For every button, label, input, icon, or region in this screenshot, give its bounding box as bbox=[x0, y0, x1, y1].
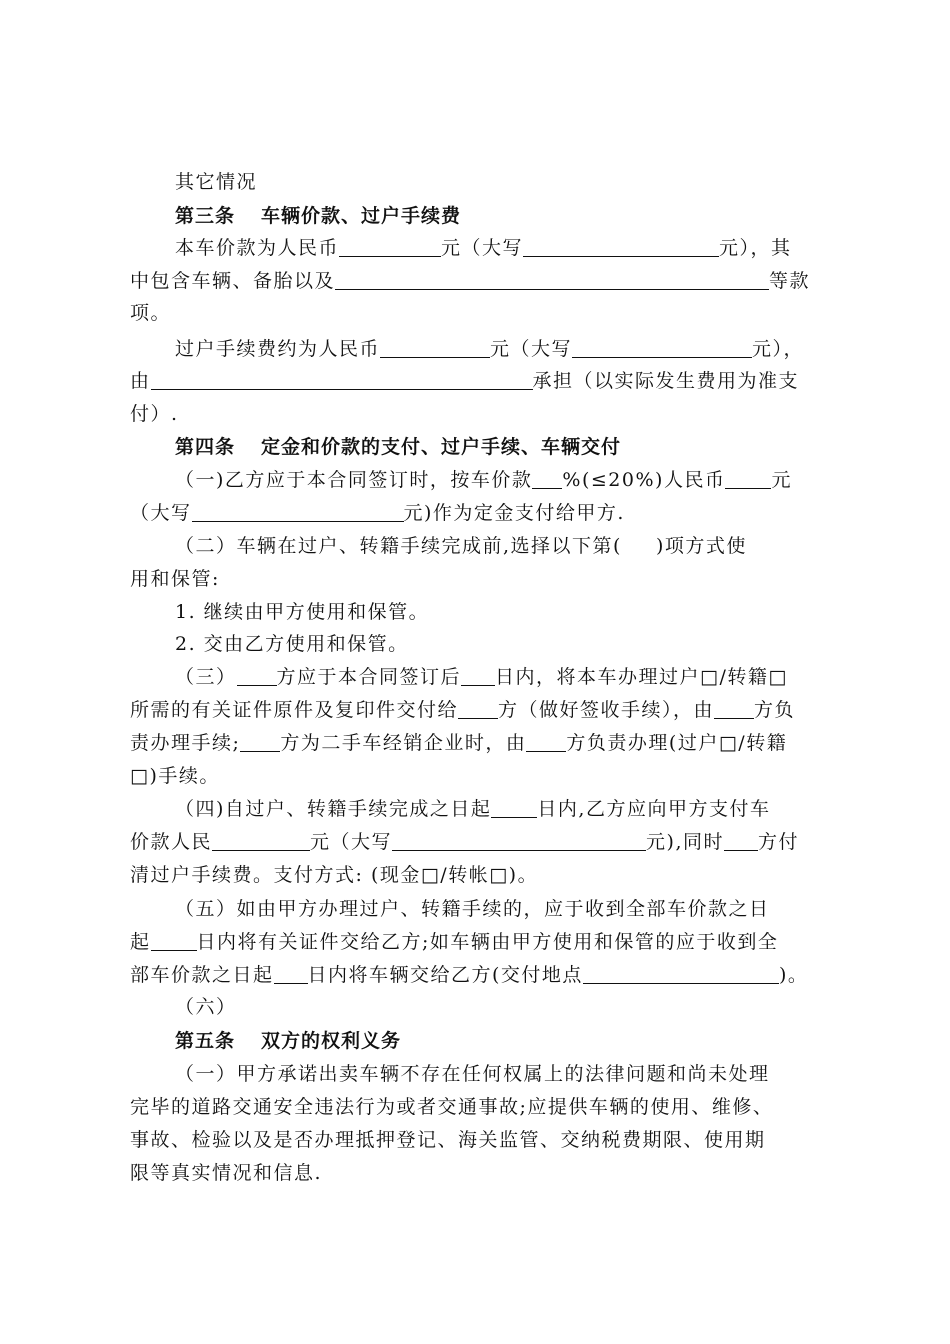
vehicle-days-blank[interactable] bbox=[274, 961, 308, 984]
payment-days-blank[interactable] bbox=[491, 795, 537, 818]
item-6-line: （六） bbox=[175, 996, 237, 1018]
price-uppercase-blank[interactable] bbox=[523, 234, 719, 257]
price-line-3: 项。 bbox=[130, 302, 172, 324]
payment-line-1: （四)自过户、转籍手续完成之日起 日内,乙方应向甲方支付车 bbox=[175, 793, 830, 826]
article-5-heading: 第五条 双方的权利义务 bbox=[175, 1030, 402, 1052]
transfer-line-4: □)手续。 bbox=[130, 765, 220, 787]
delivery-location-blank[interactable] bbox=[583, 961, 779, 984]
included-items-blank[interactable] bbox=[335, 267, 769, 290]
fee-line-2: 由 承担（以实际发生费用为准支 bbox=[130, 365, 830, 398]
deposit-line-2: （大写 元)作为定金支付给甲方. bbox=[130, 497, 830, 530]
handler-party-blank[interactable] bbox=[714, 696, 754, 719]
payment-amount-blank[interactable] bbox=[212, 828, 310, 851]
deposit-line-1: （一)乙方应于本合同签订时，按车价款 %(≤20%)人民币 元 bbox=[175, 464, 830, 497]
fee-line-3: 付）. bbox=[130, 403, 179, 425]
custody-line-1: （二）车辆在过户、转籍手续完成前,选择以下第( )项方式使 bbox=[175, 535, 747, 557]
deposit-percent-blank[interactable] bbox=[532, 466, 562, 489]
rights-line-2: 完毕的道路交通安全违法行为或者交通事故;应提供车辆的使用、维修、 bbox=[130, 1096, 774, 1118]
custody-line-2: 用和保管: bbox=[130, 568, 220, 590]
fee-uppercase-blank[interactable] bbox=[572, 335, 752, 358]
dealer-handler-blank[interactable] bbox=[526, 729, 566, 752]
custody-option-1: 1. 继续由甲方使用和保管。 bbox=[175, 601, 430, 623]
transfer-party-blank[interactable] bbox=[237, 663, 277, 686]
fee-payer-blank[interactable] bbox=[724, 828, 758, 851]
delivery-line-3: 部车价款之日起 日内将车辆交给乙方(交付地点 )。 bbox=[130, 959, 830, 992]
dealer-party-blank[interactable] bbox=[240, 729, 280, 752]
documents-days-blank[interactable] bbox=[151, 928, 197, 951]
payment-line-3: 清过户手续费。支付方式: (现金□/转帐□)。 bbox=[130, 864, 539, 886]
delivery-line-2: 起 日内将有关证件交给乙方;如车辆由甲方使用和保管的应于收到全 bbox=[130, 926, 830, 959]
payment-uppercase-blank[interactable] bbox=[392, 828, 646, 851]
rights-line-4: 限等真实情况和信息. bbox=[130, 1162, 323, 1184]
fee-blank[interactable] bbox=[380, 335, 490, 358]
deposit-amount-blank[interactable] bbox=[725, 466, 771, 489]
rights-line-1: （一）甲方承诺出卖车辆不存在任何权属上的法律问题和尚未处理 bbox=[175, 1063, 770, 1085]
price-blank[interactable] bbox=[339, 234, 441, 257]
deposit-uppercase-blank[interactable] bbox=[192, 499, 404, 522]
transfer-line-1: （三） 方应于本合同签订后 日内，将本车办理过户□/转籍□ bbox=[175, 661, 830, 694]
rights-line-3: 事故、检验以及是否办理抵押登记、海关监管、交纳税费期限、使用期 bbox=[130, 1129, 766, 1151]
other-conditions-line: 其它情况 bbox=[175, 171, 258, 193]
receiver-party-blank[interactable] bbox=[458, 696, 498, 719]
price-line-2: 中包含车辆、备胎以及 等款 bbox=[130, 265, 830, 298]
custody-option-2: 2. 交由乙方使用和保管。 bbox=[175, 633, 409, 655]
article-4-heading: 第四条 定金和价款的支付、过户手续、车辆交付 bbox=[175, 436, 622, 458]
fee-line-1: 过户手续费约为人民币 元（大写 元）， bbox=[175, 333, 830, 366]
fee-bearer-blank[interactable] bbox=[151, 367, 533, 390]
transfer-days-blank[interactable] bbox=[461, 663, 495, 686]
payment-line-2: 价款人民 元（大写 元),同时 方付 bbox=[130, 826, 830, 859]
delivery-line-1: （五）如由甲方办理过户、转籍手续的，应于收到全部车价款之日 bbox=[175, 898, 770, 920]
article-3-heading: 第三条 车辆价款、过户手续费 bbox=[175, 205, 462, 227]
price-line-1: 本车价款为人民币 元（大写 元），其 bbox=[175, 232, 830, 265]
transfer-line-3: 责办理手续; 方为二手车经销企业时，由 方负责办理(过户□/转籍 bbox=[130, 727, 830, 760]
transfer-line-2: 所需的有关证件原件及复印件交付给 方（做好签收手续），由 方负 bbox=[130, 694, 830, 727]
